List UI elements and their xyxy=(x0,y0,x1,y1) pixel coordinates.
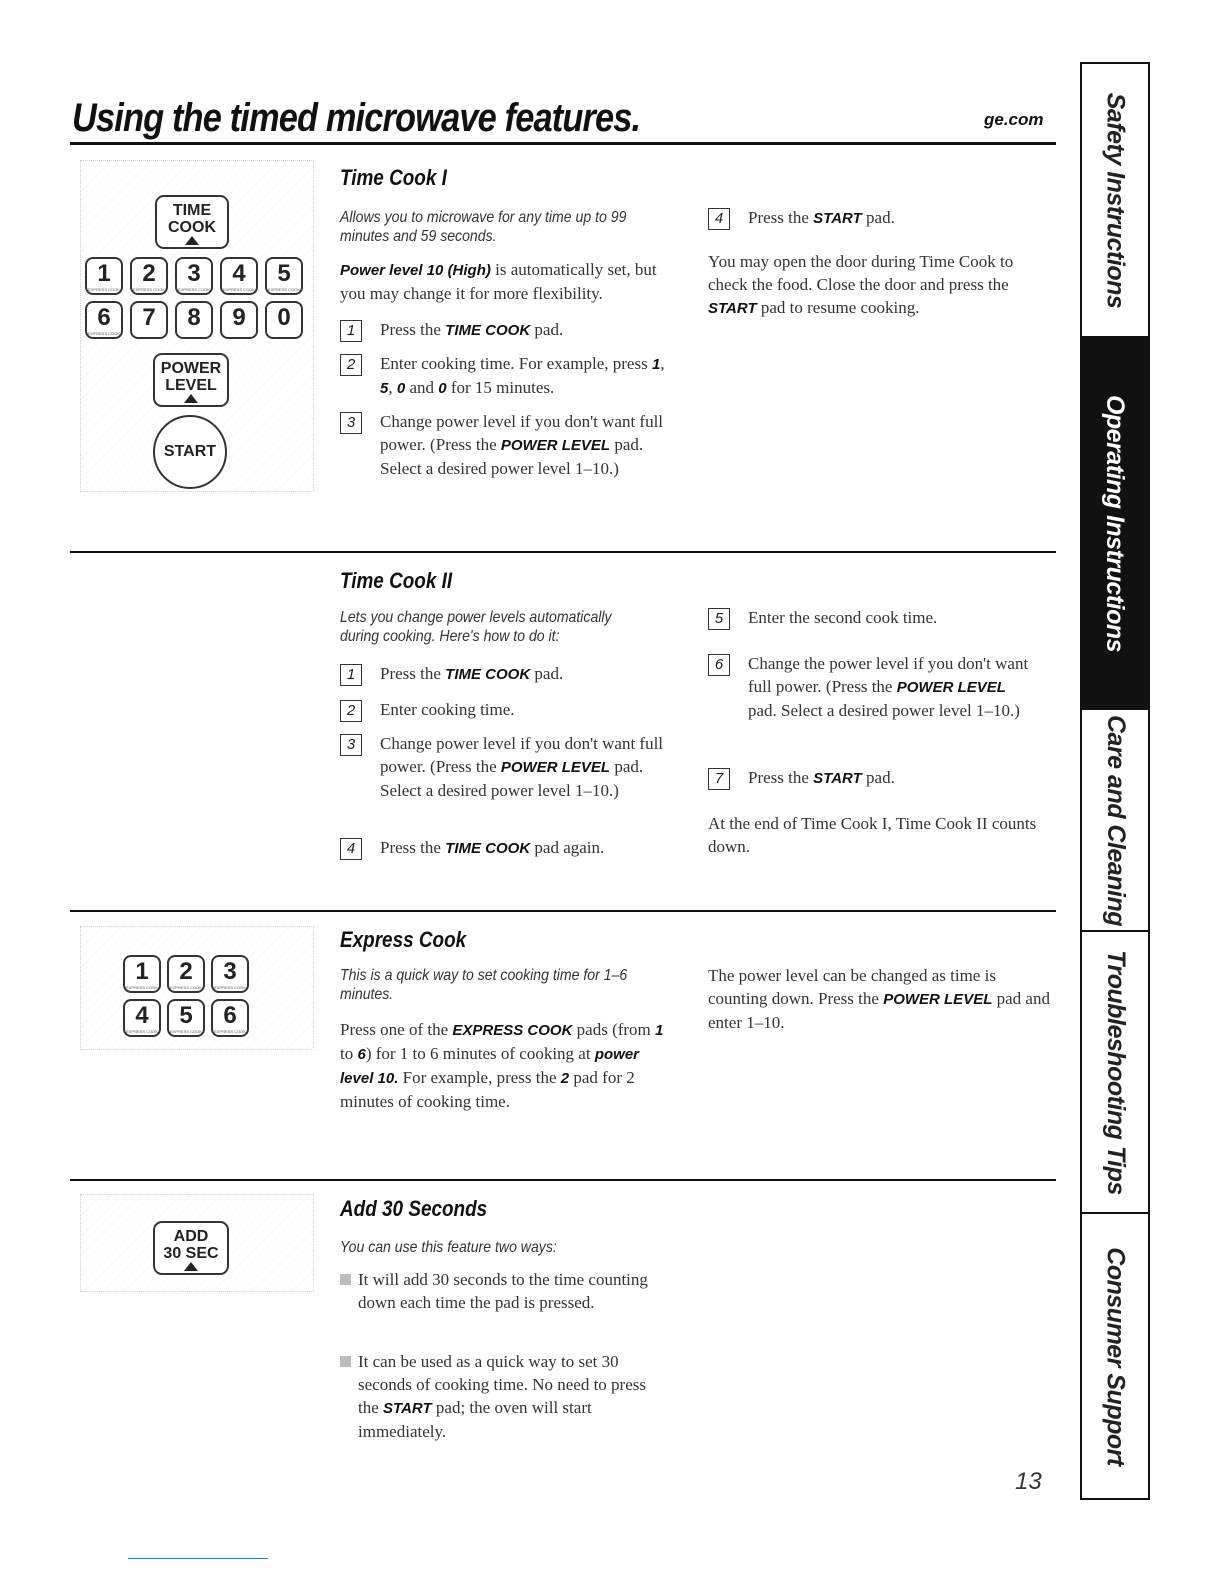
number-key: 3 EXPRESS COOK xyxy=(211,955,249,993)
tab-troubleshooting-tips[interactable]: Troubleshooting Tips xyxy=(1101,949,1130,1195)
number-key: 4 EXPRESS COOK xyxy=(123,999,161,1037)
tab-operating-instructions[interactable]: Operating Instructions xyxy=(1082,336,1148,710)
side-tabs xyxy=(1080,62,1150,1500)
section-title-add-30: Add 30 Seconds xyxy=(340,1196,488,1221)
number-key: 1 EXPRESS COOK xyxy=(123,955,161,993)
number-key: 3 EXPRESS COOK xyxy=(175,257,213,295)
page-title: Using the timed microwave features. xyxy=(72,96,641,140)
power-level-note: Power level 10 (High) is automatically set, but you may change it for more flexibility. xyxy=(340,260,657,303)
section-rule xyxy=(70,551,1056,553)
number-key: 4 EXPRESS COOK xyxy=(220,257,258,295)
express-cook-paragraph: Press one of the EXPRESS COOK pads (from 1 to 6) for 1 to 6 minutes of cooking at power level 10. For example, press the 2 pad for 2 minutes of cooking time. xyxy=(340,1020,664,1111)
add-30-sec-key: ADD 30 SEC xyxy=(153,1221,229,1275)
footer-line xyxy=(128,1558,268,1559)
number-key: 6 EXPRESS COOK xyxy=(211,999,249,1037)
keypad-panel-time-cook xyxy=(80,160,314,492)
number-key: 5 EXPRESS COOK xyxy=(265,257,303,295)
tab-care-and-cleaning[interactable]: Care and Cleaning xyxy=(1101,714,1130,926)
number-key: 0 xyxy=(265,301,303,339)
number-key: 2 EXPRESS COOK xyxy=(130,257,168,295)
section-intro-time-cook-1: Allows you to microwave for any time up to 99 minutes and 59 seconds. xyxy=(340,209,627,245)
section-rule xyxy=(70,910,1056,912)
keypad-panel-express-cook xyxy=(80,926,314,1050)
number-key: 2 EXPRESS COOK xyxy=(167,955,205,993)
number-key: 5 EXPRESS COOK xyxy=(167,999,205,1037)
section-rule xyxy=(70,1179,1056,1181)
section-title-time-cook-1: Time Cook I xyxy=(340,165,447,190)
number-key: 8 xyxy=(175,301,213,339)
countdown-note: At the end of Time Cook I, Time Cook II counts down. xyxy=(708,814,1037,856)
power-level-key: POWER LEVEL xyxy=(153,353,229,407)
site-url: ge.com xyxy=(984,110,1044,129)
start-key: START xyxy=(153,415,227,489)
door-note: You may open the door during Time Cook to check the food. Close the door and press the START pad to resume cooking. xyxy=(708,252,1014,317)
time-cook-key: TIME COOK xyxy=(155,195,229,249)
section-title-time-cook-2: Time Cook II xyxy=(340,568,453,593)
number-key: 9 xyxy=(220,301,258,339)
tab-safety-instructions[interactable]: Safety Instructions xyxy=(1101,92,1130,308)
number-key: 1 EXPRESS COOK xyxy=(85,257,123,295)
page-number: 13 xyxy=(1015,1468,1042,1495)
section-title-express-cook: Express Cook xyxy=(340,927,467,952)
tab-consumer-support[interactable]: Consumer Support xyxy=(1101,1246,1130,1466)
number-key: 7 xyxy=(130,301,168,339)
section-intro-time-cook-2: Lets you change power levels automatically during cooking. Here's how to do it: xyxy=(340,609,612,645)
section-intro-express-cook: This is a quick way to set cooking time for 1–6 minutes. xyxy=(340,967,628,1003)
keypad-panel-add-30 xyxy=(80,1194,314,1292)
section-intro-add-30: You can use this feature two ways: xyxy=(340,1239,557,1256)
express-cook-power-note: The power level can be changed as time is counting down. Press the POWER LEVEL pad and enter 1–10. xyxy=(708,966,1050,1032)
header-rule xyxy=(70,142,1056,145)
number-key: 6 EXPRESS COOK xyxy=(85,301,123,339)
